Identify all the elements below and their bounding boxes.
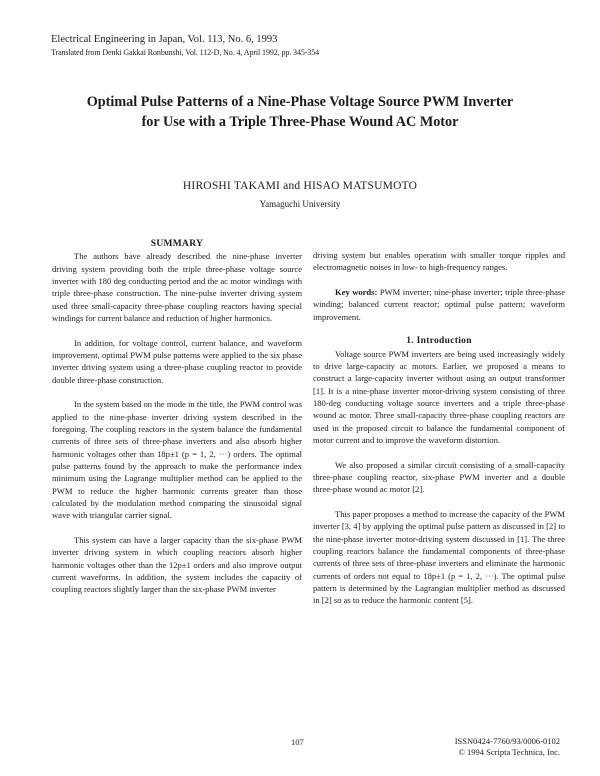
copyright: © 1994 Scripta Technica, Inc. <box>458 747 560 757</box>
intro-paragraph-1: Voltage source PWM inverters are being used increasingly widely to drive large-capacity ac motors. Earlier, we proposed a means to construct a large-capacity inverter without using an output transformer [1]. It is a nine-phase inverter motor-driving system consisting of three 180-deg conducting voltage source inverters and a triple three-phase wound ac motor. Three small-capacity three-phase coupling reactors are used in the proposed circuit to balance the fundamental component of motor current and to improve the waveform distortion. <box>313 348 565 446</box>
journal-citation: Electrical Engineering in Japan, Vol. 113, No. 6, 1993 <box>51 34 278 45</box>
keywords-text: PWM inverter; nine-phase inverter; triple three-phase winding; balanced current reactor; optimal pulse pattern; waveform improvement. <box>313 286 565 322</box>
keywords-label: Key words: <box>335 286 378 297</box>
affiliation: Yamaguchi University <box>259 199 341 209</box>
intro-paragraph-3: This paper proposes a method to increase the capacity of the PWM inverter [3, 4] by applying the optimal pulse pattern as discussed in [2] to the nine-phase inverter motor-driving system discussed in [1]. The three coupling reactors balance the fundamental components of three-phase currents of three sets of three-phase inverters and eliminate the harmonic currents of orders not equal to 18p±1 (p = 1, 2, ···). The optimal pulse pattern is determined by the Lagrangian multiplier method as discussed in [2] so as to reduce the harmonic content [5]. <box>313 509 565 606</box>
paper-title-line-1: Optimal Pulse Patterns of a Nine-Phase Voltage Source PWM Inverter <box>86 94 514 110</box>
authors: HIROSHI TAKAMI and HISAO MATSUMOTO <box>182 180 418 192</box>
summary-paragraph-5: driving system but enables operation with smaller torque ripples and electromagnetic noises in low- to high-frequency ranges. <box>313 250 565 273</box>
keywords <box>313 286 565 323</box>
summary-paragraph-2: In addition, for voltage control, current balance, and waveform improvement, optimal PWM pulse patterns were applied to the six phase inverter driving system using a three-phase coupling reactor to provide double three-phase construction. <box>52 337 302 385</box>
intro-paragraph-2: We also proposed a similar circuit consisting of a small-capacity three-phase coupling reactor, six-phase PWM inverter and a double three-phase wound ac motor [2]. <box>313 459 565 495</box>
paper-title-line-2: for Use with a Triple Three-Phase Wound AC Motor <box>141 114 459 130</box>
intro-heading: 1. Introduction <box>406 336 472 347</box>
translation-note: Translated from Denki Gakkai Ronbunshi, Vol. 112-D, No. 4, April 1992, pp. 345-354 <box>51 48 320 57</box>
issn-block <box>410 736 560 758</box>
summary-paragraph-4: This system can have a larger capacity than the six-phase PWM inverter driving system in which coupling reactors absorb higher harmonic voltages other than the 12p±1 orders and also improve output current waveforms. In addition, the system includes the capacity of coupling reactors slightly larger than the six-phase PWM inverter <box>52 535 302 595</box>
left-column <box>52 238 302 596</box>
right-column <box>313 249 565 607</box>
issn: ISSN0424-7760/93/0006-0102 <box>454 736 560 746</box>
summary-paragraph-1: The authors have already described the nine-phase inverter driving system providing both the triple three-phase voltage source inverter with 180 deg conducting period and the ac motor windings with triple three-phase construction. The nine-pulse inverter driving system used three small-capacity three-phase coupling reactors having special windings for current balance and reduction of higher harmonics. <box>52 251 302 324</box>
page-number: 107 <box>291 737 304 747</box>
summary-paragraph-3: In the system based on the mode in the title, the PWM control was applied to the nine-phase inverter driving system described in the foregoing. The coupling reactors in the system balance the fundamental currents of three sets of three-phase inverters and also absorb higher harmonic voltages other than 18p±1 (p = 1, 2, ···) orders. The optimal pulse patterns found by the approach to make the performance index minimum using the Lagrange multiplier method can be applied to the PWM to reduce the higher harmonic currents greater than those calculated by the modulation method comparing the sinusoidal signal wave with triangular carrier signal. <box>52 399 302 521</box>
summary-heading: SUMMARY <box>150 239 204 249</box>
